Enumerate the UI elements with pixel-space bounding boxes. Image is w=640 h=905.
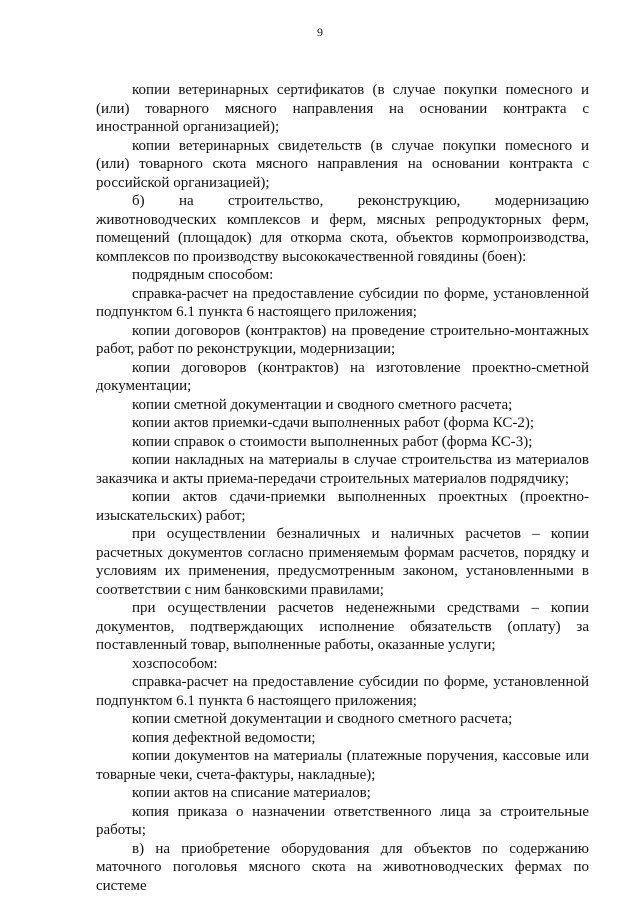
paragraph: копии справок о стоимости выполненных работ (форма КС-3); (132, 433, 533, 450)
paragraph: копии актов сдачи-приемки выполненных проектных (проектно-изыскательских) работ; (96, 489, 589, 524)
paragraph: копии сметной документации и сводного сметного расчета; (132, 396, 513, 413)
paragraph: копии сметной документации и сводного сметного расчета; (132, 711, 513, 727)
page-number: 9 (317, 25, 323, 39)
paragraph: хозспособом: (132, 655, 218, 672)
paragraph: копии ветеринарных сертификатов (в случае покупки помесного и (или) товарного мясного направления на основании контракта с иностранной организацией); (96, 82, 589, 135)
paragraph: в) на приобретение оборудования для объектов по содержанию маточного поголовья мясного скота на животноводческих фермах по системе (96, 840, 589, 894)
paragraph: справка-расчет на предоставление субсидии по форме, установленной подпунктом 6.1 пункта 6 настоящего приложения; (96, 674, 589, 709)
paragraph: копии накладных на материалы в случае строительства из материалов заказчика и акты приема-передачи строительных материалов подрядчику; (96, 452, 589, 487)
paragraph: копия приказа о назначении ответственного лица за строительные работы; (96, 803, 589, 838)
paragraph: копии актов приемки-сдачи выполненных работ (форма КС-2); (132, 415, 534, 431)
paragraph: б) на строительство, реконструкцию, модернизацию животноводческих комплексов и ферм, мясных репродукторных ферм, помещений (площадок) для откорма скота, объектов кормопроизводства, комплексов по производству высококачественной говядины (боен): (96, 193, 589, 265)
document-body (96, 81, 589, 895)
paragraph: копии договоров (контрактов) на изготовление проектно-сметной документации; (96, 359, 589, 394)
paragraph: копии ветеринарных свидетельств (в случае покупки помесного и (или) товарного скота мясного направления на основании контракта с российской организацией); (96, 137, 589, 191)
paragraph: справка-расчет на предоставление субсидии по форме, установленной подпунктом 6.1 пункта 6 настоящего приложения; (96, 285, 589, 320)
paragraph: подрядным способом: (132, 267, 274, 283)
paragraph: при осуществлении безналичных и наличных расчетов – копии расчетных документов согласно применяемым формам расчетов, порядку и условиям их применения, предусмотренным законом, установленными в соответствии с ним банковскими правилами; (96, 526, 589, 598)
paragraph: копии документов на материалы (платежные поручения, кассовые или товарные чеки, счета-фактуры, накладные); (96, 748, 589, 783)
paragraph: копия дефектной ведомости; (132, 729, 316, 746)
paragraph: при осуществлении расчетов неденежными средствами – копии документов, подтверждающих исполнение обязательств (оплату) за поставленный товар, выполненные работы, оказанные услуги; (96, 600, 589, 653)
paragraph: копии договоров (контрактов) на проведение строительно-монтажных работ, работ по реконструкции, модернизации; (96, 322, 589, 357)
paragraph: копии актов на списание материалов; (132, 785, 371, 801)
